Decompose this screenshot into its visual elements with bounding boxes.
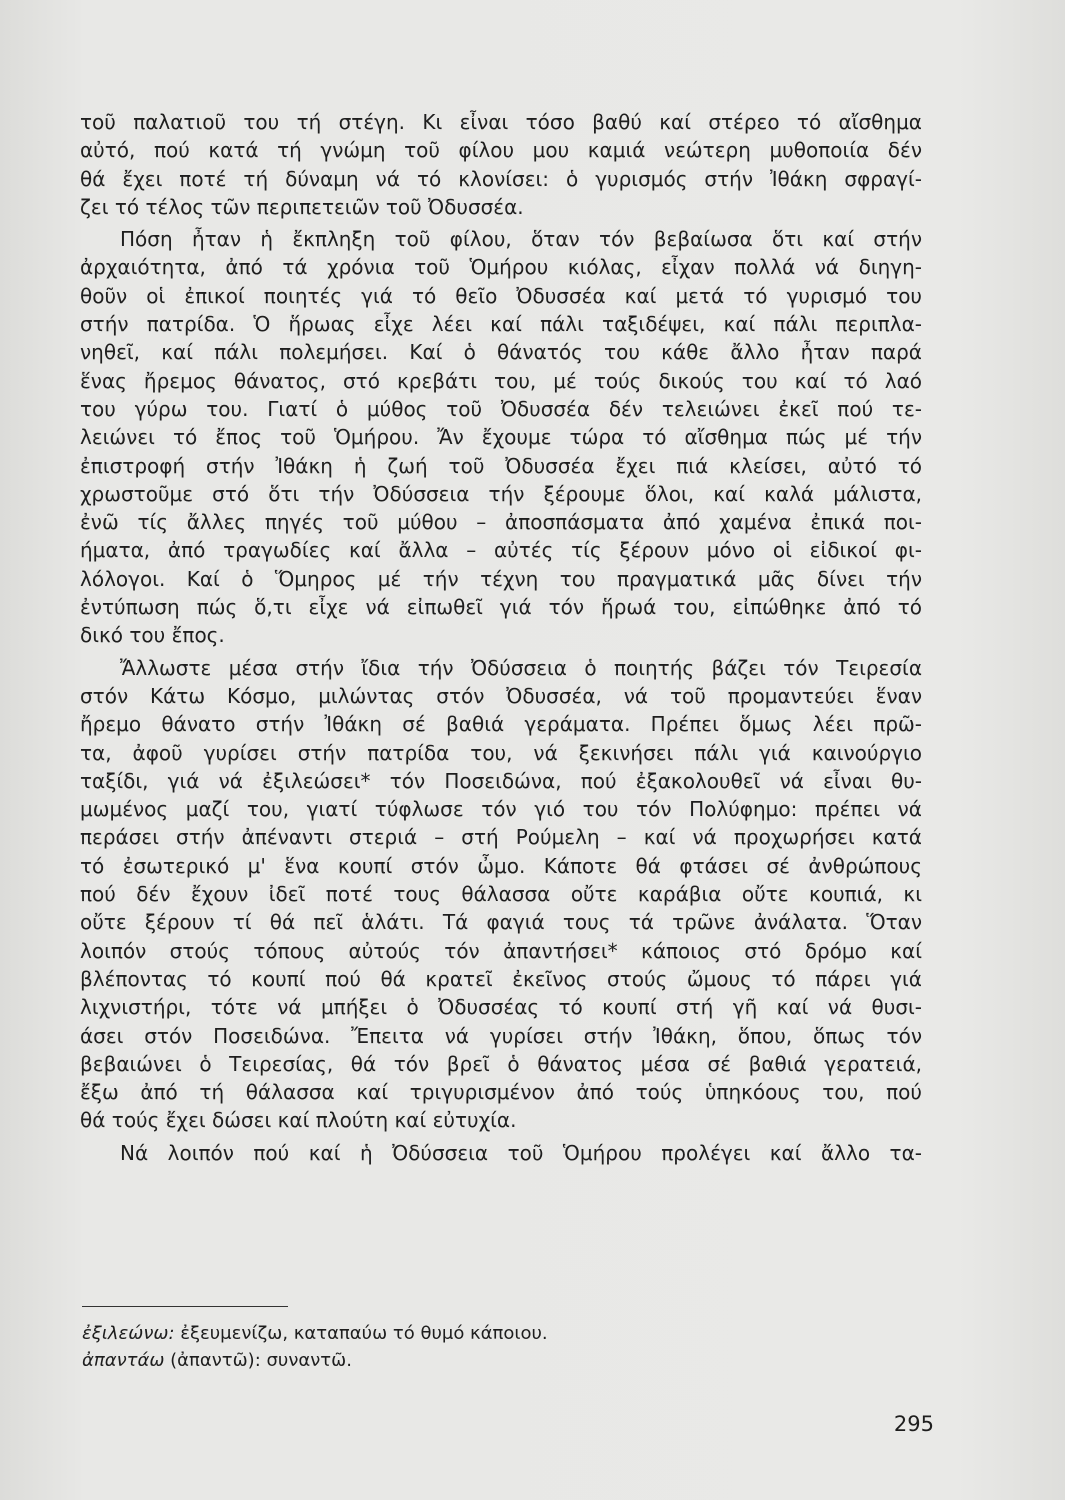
text-line: στήν πατρίδα. Ὁ ἥρωας εἶχε λέει καί πάλι ταξιδέψει, καί πάλι περιπλα- [80, 312, 922, 337]
text-line: αὐτό, πού κατά τή γνώμη τοῦ φίλου μου καμιά νεώτερη μυθοποιία δέν [80, 138, 922, 163]
text-line: ἐπιστροφή στήν Ἰθάκη ἡ ζωή τοῦ Ὀδυσσέα ἔχει πιά κλείσει, αὐτό τό [80, 453, 922, 478]
text-line: του γύρω του. Γιατί ὁ μύθος τοῦ Ὀδυσσέα δέν τελειώνει ἐκεῖ πού τε- [80, 396, 922, 421]
footnote-definition: ἐξευμενίζω, καταπαύω τό θυμό κάποιου. [174, 1323, 548, 1344]
text-line: χρωστοῦμε στό ὅτι τήν Ὀδύσσεια τήν ξέρουμε ὅλοι, καί καλά μάλιστα, [80, 481, 922, 506]
text-line: τα, ἀφοῦ γυρίσει στήν πατρίδα του, νά ξεκινήσει πάλι γιά καινούργιο [80, 740, 922, 765]
text-line: ἐντύπωση πώς ὅ,τι εἶχε νά εἰπωθεῖ γιά τόν ἥρωά του, εἰπώθηκε ἀπό τό [80, 595, 922, 620]
footnote [82, 1320, 548, 1347]
footnote-term: ἐξιλεώνω: [82, 1323, 175, 1344]
text-line: βεβαιώνει ὁ Τειρεσίας, θά τόν βρεῖ ὁ θάνατος μέσα σέ βαθιά γερατειά, [80, 1051, 922, 1076]
text-line: ζει τό τέλος τῶν περιπετειῶν τοῦ Ὀδυσσέα. [80, 194, 524, 219]
footnote-definition: (ἀπαντῶ): συναντῶ. [164, 1350, 352, 1371]
text-line: μωμένος μαζί του, γιατί τύφλωσε τόν γιό του τόν Πολύφημο: πρέπει νά [80, 797, 922, 822]
footnote-term: ἀπαντάω [82, 1350, 165, 1371]
text-line: ταξίδι, γιά νά ἐξιλεώσει* τόν Ποσειδώνα, πού ἐξακολουθεῖ νά εἶναι θυ- [80, 768, 922, 793]
text-line: άσει στόν Ποσειδώνα. Ἔπειτα νά γυρίσει στήν Ἰθάκη, ὅπου, ὅπως τόν [80, 1023, 922, 1048]
text-line: λειώνει τό ἔπος τοῦ Ὁμήρου. Ἄν ἔχουμε τώρα τό αἴσθημα πώς μέ τήν [80, 425, 922, 450]
text-line: Ἄλλωστε μέσα στήν ἴδια τήν Ὀδύσσεια ὁ ποιητής βάζει τόν Τειρεσία [120, 655, 922, 680]
text-line: τό ἐσωτερικό μ' ἕνα κουπί στόν ὦμο. Κάποτε θά φτάσει σέ ἀνθρώπους [80, 853, 922, 878]
footnote-divider [82, 1306, 288, 1307]
text-line: πού δέν ἔχουν ἰδεῖ ποτέ τους θάλασσα οὔτε καράβια οὔτε κουπιά, κι [80, 882, 922, 907]
text-line: ἀρχαιότητα, ἀπό τά χρόνια τοῦ Ὁμήρου κιόλας, εἶχαν πολλά νά διηγη- [80, 255, 922, 280]
text-line: τοῦ παλατιοῦ του τή στέγη. Κι εἶναι τόσο βαθύ καί στέρεο τό αἴσθημα [80, 110, 922, 134]
text-line: ἤρεμο θάνατο στήν Ἰθάκη σέ βαθιά γεράματα. Πρέπει ὅμως λέει πρῶ- [80, 712, 922, 737]
text-line: ἔξω ἀπό τή θάλασσα καί τριγυρισμένον ἀπό τούς ὑπηκόους του, πού [80, 1080, 922, 1105]
footnotes [82, 1320, 548, 1374]
text-line: θά τούς ἔχει δώσει καί πλούτη καί εὐτυχία. [80, 1108, 517, 1133]
text-line: θοῦν οἱ ἐπικοί ποιητές γιά τό θεῖο Ὀδυσσέα καί μετά τό γυρισμό του [80, 283, 922, 308]
text-line: δικό του ἔπος. [80, 623, 225, 648]
text-line: ἕνας ἤρεμος θάνατος, στό κρεβάτι του, μέ τούς δικούς του καί τό λαό [80, 368, 922, 393]
text-line: θά ἔχει ποτέ τή δύναμη νά τό κλονίσει: ὁ γυρισμός στήν Ἰθάκη σφραγί- [80, 166, 922, 191]
page-number: 295 [893, 1412, 934, 1436]
text-line: λιχνιστήρι, τότε νά μπήξει ὁ Ὀδυσσέας τό κουπί στή γῆ καί νά θυσι- [80, 995, 922, 1020]
text-line: ἐνῶ τίς ἄλλες πηγές τοῦ μύθου – ἀποσπάσματα ἀπό χαμένα ἐπικά ποι- [80, 510, 922, 535]
footnote [82, 1347, 548, 1374]
text-line: νηθεῖ, καί πάλι πολεμήσει. Καί ὁ θάνατός του κάθε ἄλλο ἦταν παρά [80, 340, 922, 365]
text-line: στόν Κάτω Κόσμο, μιλώντας στόν Ὀδυσσέα, νά τοῦ προμαντεύει ἕναν [80, 683, 922, 708]
text-line: Πόση ἦταν ἡ ἔκπληξη τοῦ φίλου, ὅταν τόν βεβαίωσα ὅτι καί στήν [120, 227, 922, 252]
text-line: οὔτε ξέρουν τί θά πεῖ ἁλάτι. Τά φαγιά τους τά τρῶνε ἀνάλατα. Ὅταν [80, 910, 922, 935]
text-line: Νά λοιπόν πού καί ἡ Ὀδύσσεια τοῦ Ὁμήρου προλέγει καί ἄλλο τα- [120, 1140, 922, 1165]
text-line: λοιπόν στούς τόπους αὐτούς τόν ἀπαντήσει* κάποιος στό δρόμο καί [80, 938, 922, 963]
text-line: λόλογοι. Καί ὁ Ὅμηρος μέ τήν τέχνη του πραγματικά μᾶς δίνει τήν [80, 566, 922, 591]
text-line: βλέποντας τό κουπί πού θά κρατεῖ ἐκεῖνος στούς ὤμους τό πάρει γιά [80, 966, 922, 991]
text-line: ήματα, ἀπό τραγωδίες καί ἄλλα – αὐτές τίς ξέρουν μόνο οἱ εἰδικοί φι- [80, 538, 922, 563]
main-text [80, 108, 922, 1167]
text-line: περάσει στήν ἀπέναντι στεριά – στή Ρούμελη – καί νά προχωρήσει κατά [80, 825, 922, 850]
